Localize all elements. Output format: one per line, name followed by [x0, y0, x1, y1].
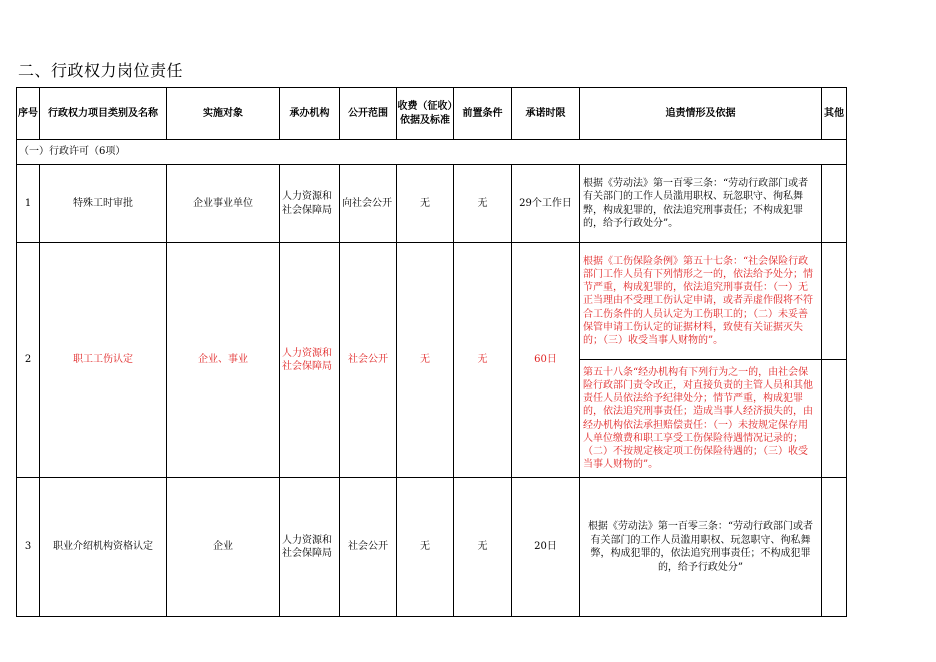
cell-org: 人力资源和社会保障局: [280, 243, 340, 478]
cell-time: 20日: [512, 478, 580, 617]
cell-target: 企业: [167, 478, 280, 617]
cell-seq: 2: [17, 243, 40, 478]
table-row: [17, 478, 847, 617]
table-row: [17, 165, 847, 243]
cell-scope: 向社会公开: [340, 165, 397, 243]
header-precond: 前置条件: [454, 88, 512, 140]
cell-target: 企业、事业: [167, 243, 280, 478]
cell-precond: 无: [454, 478, 512, 617]
page-title: 二、行政权力岗位责任: [18, 61, 184, 80]
responsibility-table: [16, 87, 847, 617]
cell-other: [822, 478, 847, 617]
cell-liability: 根据《劳动法》第一百零三条：“劳动行政部门或者有关部门的工作人员滥用职权、玩忽职守、徇私舞弊，构成犯罪的，依法追究刑事责任；不构成犯罪的，给予行政处分”: [580, 478, 822, 617]
cell-fee: 无: [397, 478, 454, 617]
cell-time: 29个工作日: [512, 165, 580, 243]
cell-precond: 无: [454, 243, 512, 478]
cell-time: 60日: [512, 243, 580, 478]
table-row: [17, 243, 847, 360]
header-other: 其他: [822, 88, 847, 140]
cell-item: 职业介绍机构资格认定: [40, 478, 167, 617]
section-label: （一）行政许可（6项）: [17, 140, 847, 165]
header-time: 承诺时限: [512, 88, 580, 140]
cell-other: [822, 360, 847, 478]
header-target: 实施对象: [167, 88, 280, 140]
cell-scope: 社会公开: [340, 478, 397, 617]
header-item: 行政权力项目类别及名称: [40, 88, 167, 140]
cell-org: 人力资源和社会保障局: [280, 165, 340, 243]
cell-fee: 无: [397, 165, 454, 243]
cell-other: [822, 243, 847, 360]
cell-liability: 根据《劳动法》第一百零三条：“劳动行政部门或者有关部门的工作人员滥用职权、玩忽职守、徇私舞弊，构成犯罪的，依法追究刑事责任；不构成犯罪的，给予行政处分”。: [580, 165, 822, 243]
cell-precond: 无: [454, 165, 512, 243]
cell-fee: 无: [397, 243, 454, 478]
cell-item: 职工工伤认定: [40, 243, 167, 478]
cell-scope: 社会公开: [340, 243, 397, 478]
header-fee: 收费（征收）依据及标准: [397, 88, 454, 140]
header-liability: 追责情形及依据: [580, 88, 822, 140]
header-scope: 公开范围: [340, 88, 397, 140]
header-seq: 序号: [17, 88, 40, 140]
header-org: 承办机构: [280, 88, 340, 140]
cell-other: [822, 165, 847, 243]
cell-seq: 1: [17, 165, 40, 243]
header-row: [17, 88, 847, 140]
cell-seq: 3: [17, 478, 40, 617]
cell-liability: 第五十八条“经办机构有下列行为之一的，由社会保险行政部门责令改正，对直接负责的主管人员和其他责任人员依法给予纪律处分；情节严重，构成犯罪的，依法追究刑事责任；造成当事人经济损失的，由经办机构依法承担赔偿责任：（一）未按规定保存用人单位缴费和职工享受工伤保险待遇情况记录的；（二）不按规定核定项工伤保险待遇的；（三）收受当事人财物的”。: [580, 360, 822, 478]
cell-liability: 根据《工伤保险条例》第五十七条：“社会保险行政部门工作人员有下列情形之一的，依法给予处分；情节严重，构成犯罪的，依法追究刑事责任：（一）无正当理由不受理工伤认定申请，或者弄虚作假将不符合工伤条件的人员认定为工伤职工的；（二）未妥善保管申请工伤认定的证据材料，致使有关证据灭失的；（三）收受当事人财物的”。: [580, 243, 822, 360]
cell-item: 特殊工时审批: [40, 165, 167, 243]
cell-target: 企业事业单位: [167, 165, 280, 243]
cell-org: 人力资源和社会保障局: [280, 478, 340, 617]
section-row: [17, 140, 847, 165]
